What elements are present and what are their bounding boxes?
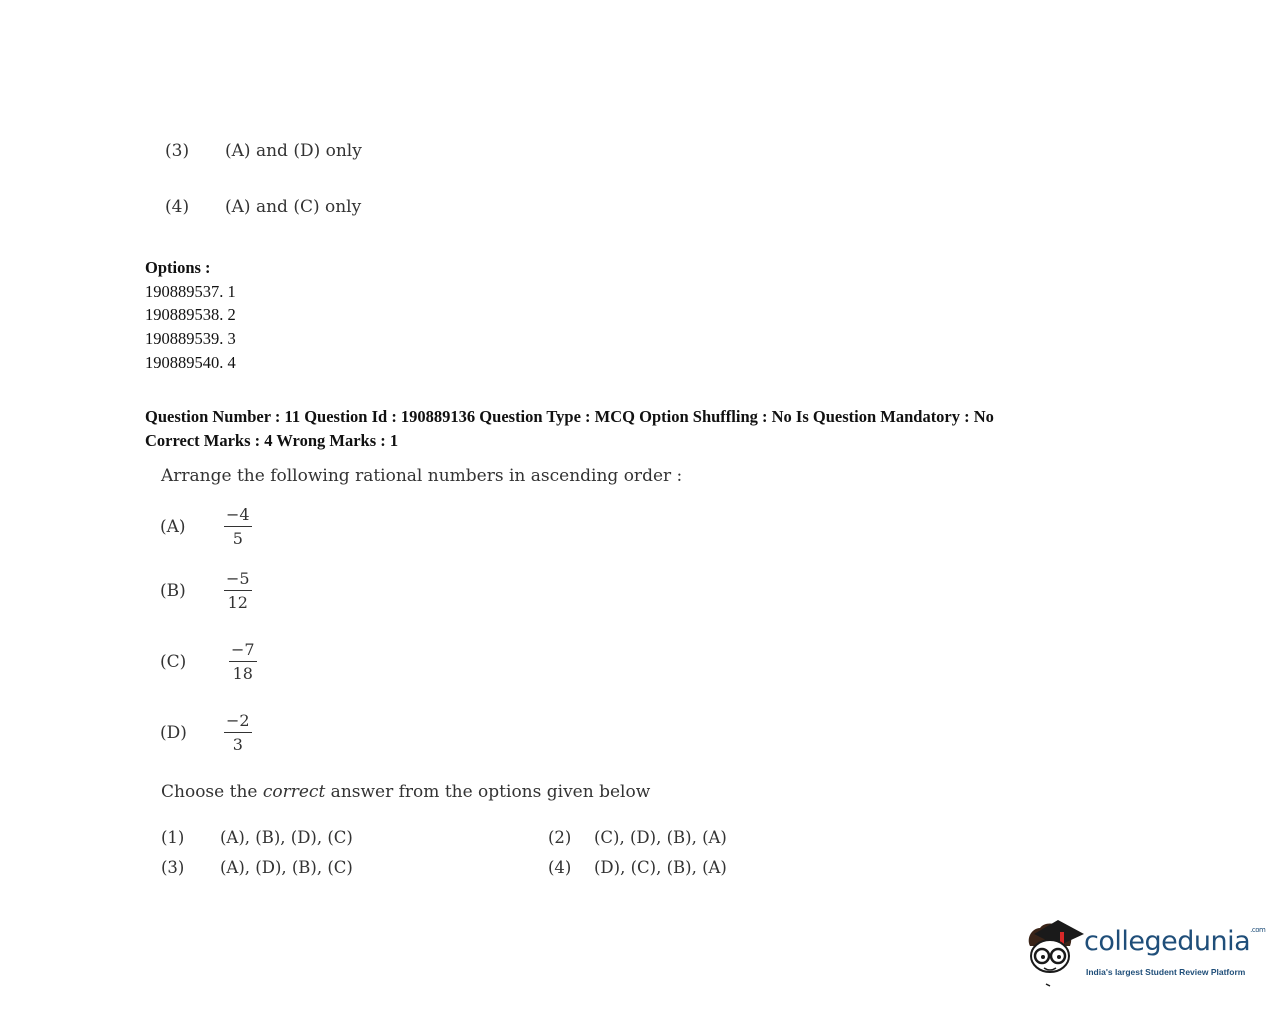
brand-name (1084, 926, 1265, 957)
question-meta-line1: Question Number : 11 Question Id : 190889136 Question Type : MCQ Option Shuffling : No Is Question Mandatory : No (145, 407, 994, 426)
answer-label: (4) (548, 858, 572, 877)
brand-text: collegedunia (1084, 926, 1251, 957)
option-id-line: 190889537. 1 (145, 282, 236, 301)
fraction-denominator: 12 (227, 593, 248, 612)
fraction-denominator: 3 (232, 735, 243, 754)
fraction-b (224, 570, 252, 612)
fraction-a (224, 506, 252, 548)
question-meta-line2: Correct Marks : 4 Wrong Marks : 1 (145, 431, 399, 450)
fraction-numerator: −5 (224, 570, 252, 591)
brand-suffix: .com (1250, 926, 1266, 934)
instruction-emphasis: correct (262, 782, 326, 802)
answer-label: (3) (161, 858, 185, 877)
options-heading: Options : (145, 258, 211, 277)
item-label-a: (A) (160, 517, 186, 537)
option-id-line: 190889539. 3 (145, 329, 236, 348)
question-prompt: Arrange the following rational numbers in ascending order : (161, 466, 683, 486)
instruction-post: answer from the options given below (325, 782, 651, 802)
fraction-numerator: −2 (224, 712, 252, 733)
prev-option-label: (3) (165, 141, 190, 161)
brand-tagline: India's largest Student Review Platform (1086, 967, 1246, 977)
fraction-denominator: 18 (232, 664, 253, 683)
option-id-line: 190889538. 2 (145, 305, 236, 324)
fraction-c (229, 641, 257, 683)
item-label-d: (D) (160, 723, 187, 743)
item-label-b: (B) (160, 581, 186, 601)
fraction-numerator: −4 (224, 506, 252, 527)
answer-text: (A), (B), (D), (C) (220, 828, 353, 847)
prev-option-text: (A) and (C) only (225, 197, 362, 217)
fraction-denominator: 5 (232, 529, 243, 548)
collegedunia-logo (1024, 916, 1266, 988)
mascot-icon (1024, 916, 1084, 988)
fraction-d (224, 712, 252, 754)
answer-label: (1) (161, 828, 185, 847)
answer-text: (A), (D), (B), (C) (220, 858, 353, 877)
item-label-c: (C) (160, 652, 187, 672)
option-id-line: 190889540. 4 (145, 353, 236, 372)
answer-label: (2) (548, 828, 572, 847)
prev-option-label: (4) (165, 197, 190, 217)
answer-instruction (161, 782, 650, 802)
fraction-numerator: −7 (229, 641, 257, 662)
prev-option-text: (A) and (D) only (225, 141, 362, 161)
instruction-pre: Choose the (161, 782, 263, 802)
answer-text: (D), (C), (B), (A) (594, 858, 727, 877)
answer-text: (C), (D), (B), (A) (594, 828, 727, 847)
